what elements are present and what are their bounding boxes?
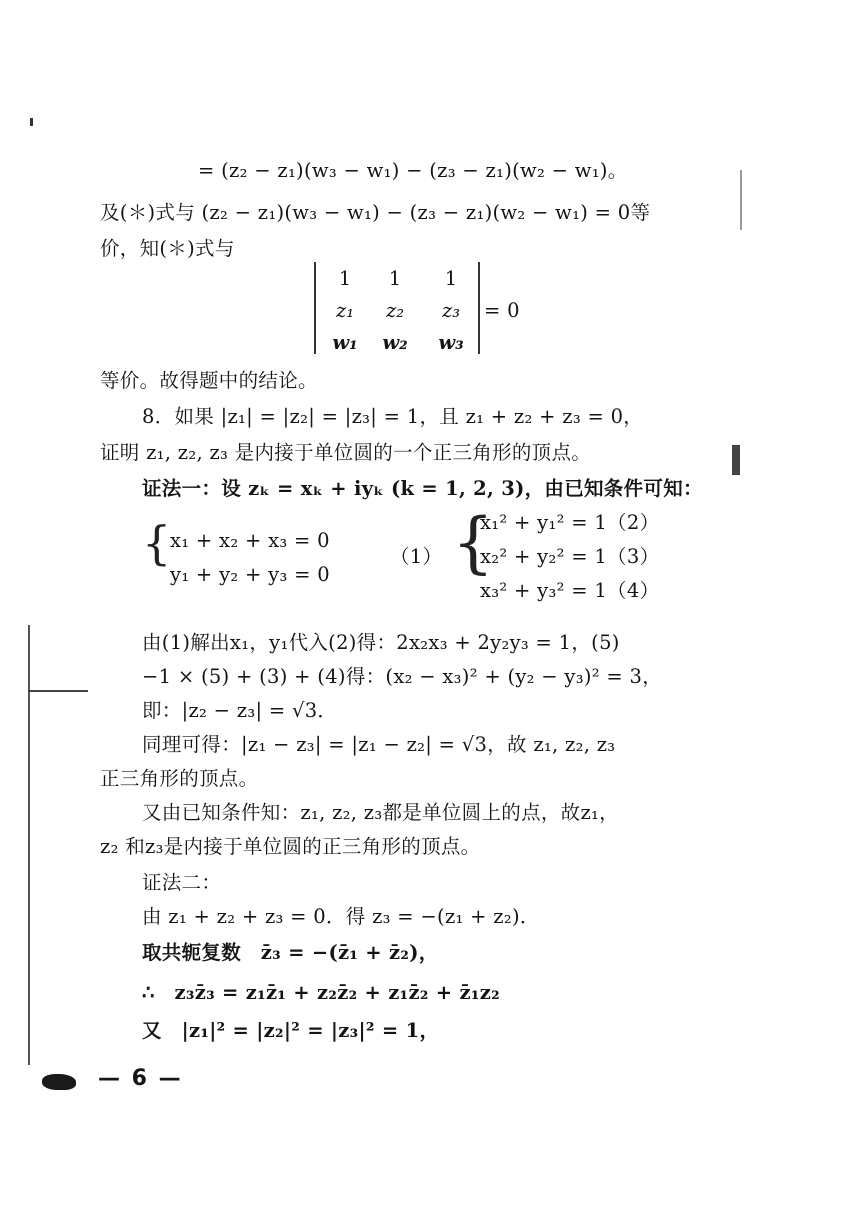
determinant-equals: = 0 [484,299,520,322]
det-cell-r3c2: w₂ [382,331,408,354]
page-number: — 6 — [98,1066,183,1091]
left-system-eq-2: y₁ + y₂ + y₃ = 0 [170,563,330,586]
method-2-step-3: ∴ z₃z̄₃ = z₁z̄₁ + z₂z̄₂ + z₁z̄₂ + z̄₁z₂ [142,981,500,1004]
problem-8-line-1: 8．如果 |z₁| = |z₂| = |z₃| = 1，且 z₁ + z₂ + z₃ = 0， [142,405,644,428]
ink-blot [42,1074,76,1090]
step-line-1: 由(1)解出x₁，y₁代入(2)得：2x₂x₃ + 2y₂y₃ = 1，(5) [142,631,620,654]
determinant-right-bar [478,262,480,354]
det-cell-r1c1: 1 [338,267,352,290]
step-line-5: 正三角形的顶点。 [100,767,259,790]
det-cell-r2c2: z₂ [385,299,405,322]
det-cell-r3c3: w₃ [438,331,464,354]
text-line-3: 价，知(＊)式与 [100,237,235,260]
step-line-2: −1 × (5) + (3) + (4)得：(x₂ − x₃)² + (y₂ − y₃)² = 3， [142,665,663,688]
problem-8-line-2: 证明 z₁, z₂, z₃ 是内接于单位圆的一个正三角形的顶点。 [100,441,592,464]
step-line-4: 同理可得：|z₁ − z₃| = |z₁ − z₂| = √3，故 z₁, z₂, z₃ [142,733,616,756]
method-2-step-1: 由 z₁ + z₂ + z₃ = 0．得 z₃ = −(z₁ + z₂)． [142,905,540,928]
right-system-eq-4: x₃² + y₃² = 1（4） [480,579,660,602]
det-cell-r3c1: w₁ [332,331,358,354]
scan-mark-top [30,118,33,126]
left-system-eq-1: x₁ + x₂ + x₃ = 0 [170,529,330,552]
text-line-2: 及(＊)式与 (z₂ − z₁)(w₃ − w₁) − (z₃ − z₁)(w₂ − w₁) = 0等 [100,201,651,224]
det-cell-r2c3: z₃ [441,299,461,322]
scan-right-mark [732,445,740,475]
right-system-eq-2: x₁² + y₁² = 1（2） [480,511,660,534]
method-2-intro: 证法二： [142,871,222,894]
method-1-intro: 证法一：设 zₖ = xₖ + iyₖ (k = 1, 2, 3)，由已知条件可知： [142,477,703,500]
step-line-3: 即：|z₂ − z₃| = √3． [142,699,338,722]
right-system-eq-3: x₂² + y₂² = 1（3） [480,545,660,568]
method-2-step-2: 取共轭复数 z̄₃ = −(z̄₁ + z̄₂)， [142,941,439,964]
left-system-brace: { [142,516,172,570]
step-line-6: 又由已知条件知：z₁, z₂, z₃都是单位圆上的点，故z₁， [142,801,619,824]
text-line-4: 等价。故得题中的结论。 [100,369,318,392]
right-system-brace: { [452,504,494,581]
system-label-1: （1） [390,545,443,568]
step-line-7: z₂ 和z₃是内接于单位圆的正三角形的顶点。 [100,835,481,858]
det-cell-r1c3: 1 [444,267,458,290]
scan-right-dots [740,170,742,230]
scan-margin-tick [28,690,88,692]
determinant-left-bar [314,262,316,354]
det-cell-r1c2: 1 [388,267,402,290]
method-2-step-4: 又 |z₁|² = |z₂|² = |z₃|² = 1， [142,1019,440,1042]
det-cell-r2c1: z₁ [335,299,355,322]
equation-line-1: = (z₂ − z₁)(w₃ − w₁) − (z₃ − z₁)(w₂ − w₁)。 [198,159,628,182]
